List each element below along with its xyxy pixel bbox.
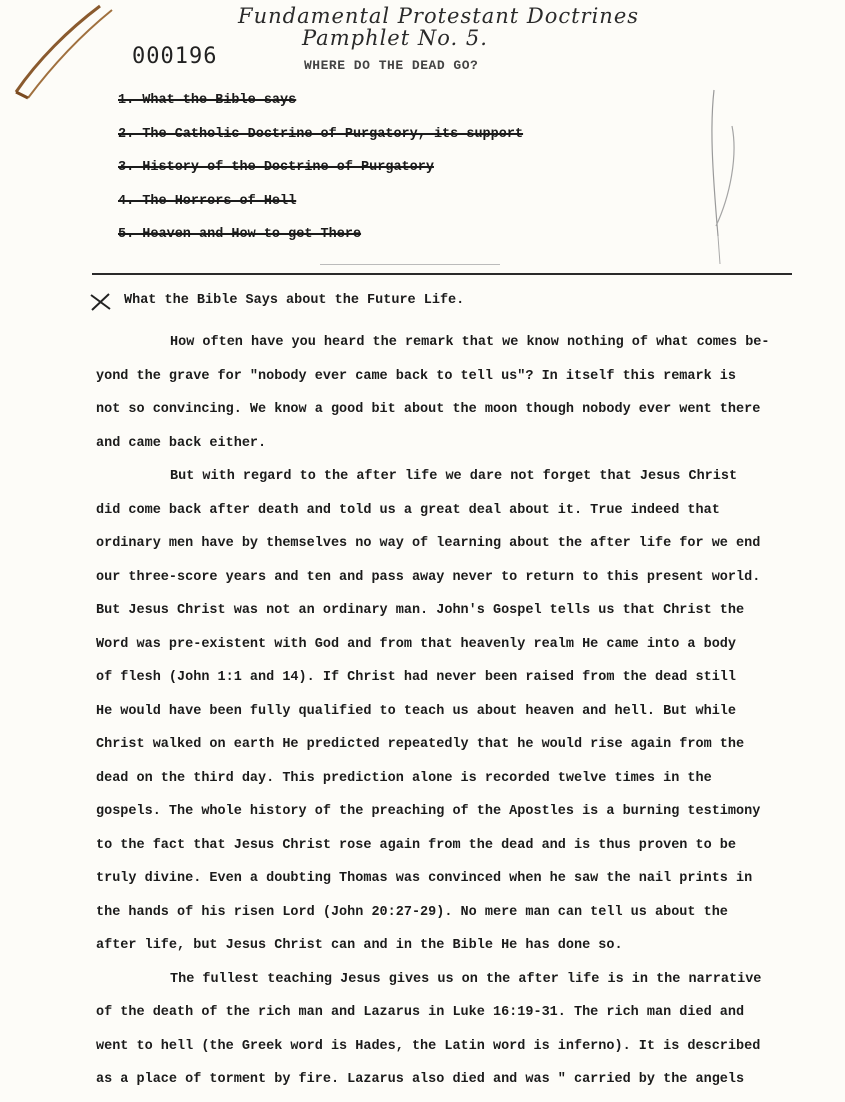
pencil-scribble-icon [700, 86, 750, 266]
text-line: as a place of torment by fire. Lazarus also died and was " carried by the angels [96, 1072, 745, 1087]
faint-rule [320, 264, 500, 265]
text-line: truly divine. Even a doubting Thomas was convinced when he saw the nail prints in [96, 871, 753, 886]
section-heading: What the Bible Says about the Future Life. [124, 293, 465, 308]
toc-item: 3. History of the Doctrine of Purgatory [118, 160, 434, 175]
text-line: But Jesus Christ was not an ordinary man. John's Gospel tells us that Christ the [96, 603, 745, 618]
body-text [96, 326, 796, 1097]
text-line: not so convincing. We know a good bit about the moon though nobody ever went there [96, 402, 761, 417]
text-line: Christ walked on earth He predicted repeatedly that he would rise again from the [96, 737, 745, 752]
text-line: The fullest teaching Jesus gives us on the after life is in the narrative [170, 971, 762, 987]
text-line: dead on the third day. This prediction alone is recorded twelve times in the [96, 770, 712, 786]
text-line: Word was pre-existent with God and from that heavenly realm He came into a body [96, 636, 737, 652]
text-line: of the death of the rich man and Lazarus in Luke 16:19-31. The rich man died and [96, 1005, 745, 1020]
horizontal-rule [92, 273, 792, 275]
handwritten-series-title: Fundamental Protestant Doctrines [238, 4, 640, 28]
document-number: 000196 [132, 44, 218, 69]
text-line: yond the grave for "nobody ever came back to tell us"? In itself this remark is [96, 368, 737, 384]
table-of-contents [118, 92, 523, 260]
text-line: He would have been fully qualified to teach us about heaven and hell. But while [96, 703, 737, 719]
toc-item: 5. Heaven and How to get There [118, 227, 362, 242]
handwritten-pamphlet-number: Pamphlet No. 5. [302, 26, 488, 50]
text-line: the hands of his risen Lord (John 20:27-29). No mere man can tell us about the [96, 904, 728, 920]
staple-mark-icon [8, 0, 118, 100]
toc-item: 4. The Horrors of Hell [118, 193, 297, 209]
text-line: How often have you heard the remark that we know nothing of what comes be- [170, 335, 770, 350]
text-line: our three-score years and ten and pass away never to return to this present world. [96, 569, 761, 585]
toc-item: 2. The Catholic Doctrine of Purgatory, its support [118, 126, 524, 142]
text-line: gospels. The whole history of the preaching of the Apostles is a burning testimony [96, 804, 761, 819]
document-title: WHERE DO THE DEAD GO? [304, 58, 479, 73]
text-line: went to hell (the Greek word is Hades, the Latin word is inferno). It is described [96, 1038, 761, 1054]
text-line: did come back after death and told us a great deal about it. True indeed that [96, 502, 720, 518]
cross-mark-icon [88, 291, 114, 313]
toc-item: 1. What the Bible says [118, 93, 297, 108]
text-line: ordinary men have by themselves no way of learning about the after life for we end [96, 536, 761, 551]
text-line: to the fact that Jesus Christ rose again from the dead and is thus proven to be [96, 837, 737, 853]
text-line: of flesh (John 1:1 and 14). If Christ had never been raised from the dead still [96, 670, 737, 685]
text-line: after life, but Jesus Christ can and in the Bible He has done so. [96, 938, 623, 953]
text-line: But with regard to the after life we dare not forget that Jesus Christ [170, 469, 738, 484]
text-line: and came back either. [96, 435, 267, 451]
